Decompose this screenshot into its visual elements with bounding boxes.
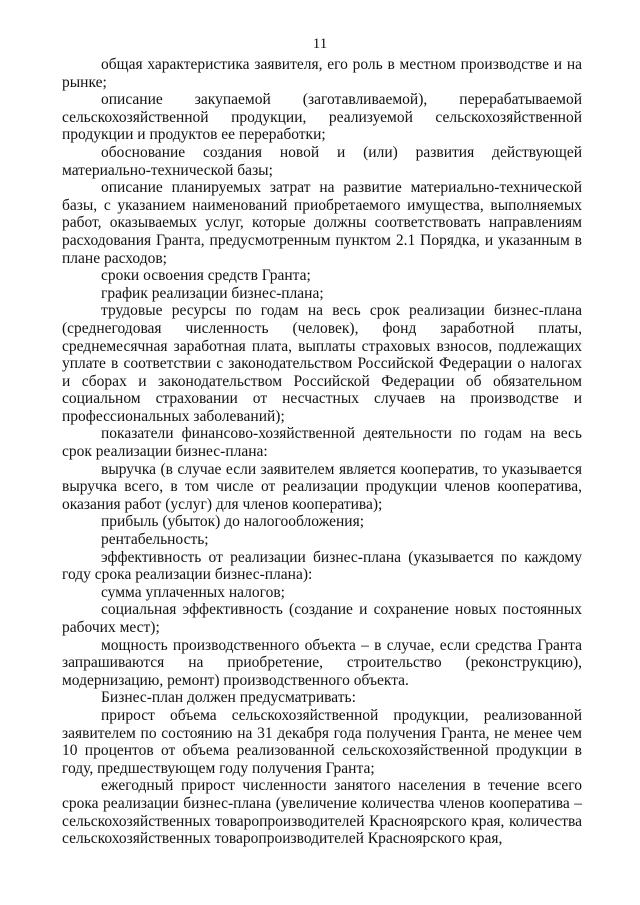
paragraph-taxes: сумма уплаченных налогов; xyxy=(101,583,285,601)
paragraph-applicant-characteristics: общая характеристика заявителя, его роль в местном производстве и на рынке; xyxy=(62,56,582,91)
paragraph-product-description: описание закупаемой (заготавливаемой), перерабатываемой сельскохозяйственной продукции, реализуемой сельскохозяйственной продукции и продуктов ее переработки; xyxy=(62,91,582,144)
paragraph-labor-resources: трудовые ресурсы по годам на весь срок реализации бизнес-плана (среднегодовая численность (человек), фонд заработной платы, среднемесячная заработная плата, выплаты страховых взносов, подлежащих уплате в соответствии с законодательством Российской Федерации о налогах и сборах и законодательством Российской Федерации об обязательном социальном страховании от несчастных случаев на производстве и профессиональных заболеваний); xyxy=(62,302,582,425)
page-number: 11 xyxy=(312,36,328,52)
paragraph-financial-indicators: показатели финансово-хозяйственной деятельности по годам на весь срок реализации бизнес-плана: xyxy=(62,425,582,461)
paragraph-business-plan-requirements: Бизнес-план должен предусматривать: xyxy=(101,689,356,707)
body-text xyxy=(62,56,582,848)
paragraph-revenue: выручка (в случае если заявителем является кооператив, то указывается выручка всего, в том числе от реализации продукции членов кооператива, оказания работ (услуг) для членов кооператива); xyxy=(62,460,582,513)
paragraph-material-base-justification: обоснование создания новой и (или) развития действующей материально-технической базы; xyxy=(62,143,582,179)
paragraph-planned-costs: описание планируемых затрат на развитие материально-технической базы, с указанием наименований приобретаемого имущества, выполняемых работ, оказываемых услуг, которые должны соответствовать направлениям расходования Гранта, предусмотренным пунктом 2.1 Порядка, и указанным в плане расходов; xyxy=(62,179,582,267)
paragraph-production-growth: прирост объема сельскохозяйственной продукции, реализованной заявителем по состоянию на 31 декабря года получения Гранта, не менее чем 10 процентов от объема реализованной сельскохозяйственной продукции в году, предшествующем году получения Гранта; xyxy=(62,706,582,777)
paragraph-profitability: рентабельность; xyxy=(101,531,209,549)
paragraph-profit: прибыль (убыток) до налогообложения; xyxy=(101,513,365,531)
paragraph-implementation-schedule: график реализации бизнес-плана; xyxy=(101,284,324,302)
paragraph-social-efficiency: социальная эффективность (создание и сохранение новых постоянных рабочих мест); xyxy=(62,601,582,636)
paragraph-efficiency: эффективность от реализации бизнес-плана (указывается по каждому году срока реализации бизнес-плана): xyxy=(62,548,582,584)
paragraph-grant-timeline: сроки освоения средств Гранта; xyxy=(101,267,311,285)
paragraph-production-capacity: мощность производственного объекта – в случае, если средства Гранта запрашиваются на приобретение, строительство (реконструкцию), модернизацию, ремонт) производственного объекта. xyxy=(62,636,582,689)
paragraph-employment-growth: ежегодный прирост численности занятого населения в течение всего срока реализации бизнес-плана (увеличение количества членов кооператива – сельскохозяйственных товаропроизводителей Красноярского края, количества сельскохозяйственных товаропроизводителей Красноярского края, xyxy=(62,777,582,848)
